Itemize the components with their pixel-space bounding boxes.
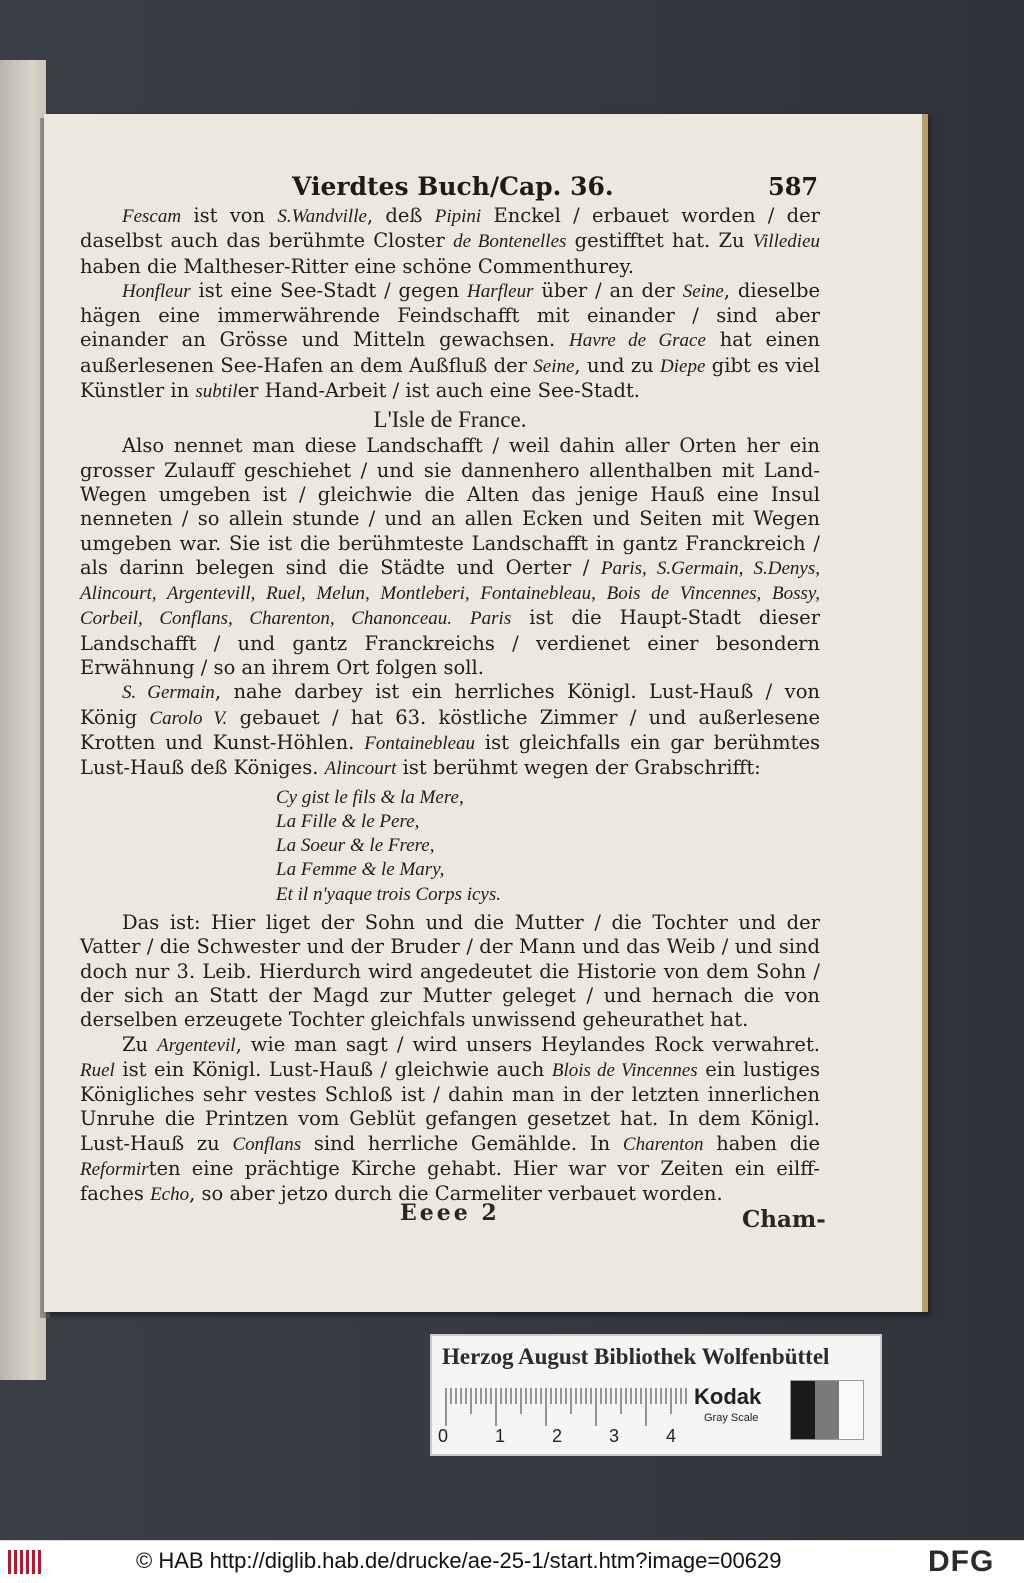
latin-term: Carolo V. <box>149 707 228 729</box>
text-run: Also nennet man diese Landschafft / weil dahin aller Orten her ein grosser Zulauff geschiehet / und sie dannenhero allenthalben mit Land-Wegen umgeben ist / gleichwie die Alten das jenige Hauß eine Insul nenneten / so allein stunde / und an allen Ecken und Seiten mit Wegen umgeben war. Sie ist die berühmteste Landschafft in gantz Franckreich / als darinn belegen sind die Städte und Oerter / <box>80 434 820 579</box>
section-continued <box>80 911 820 1208</box>
book-page <box>44 114 928 1312</box>
text-run: gibt es viel Künstler in <box>80 353 820 403</box>
paragraph <box>80 1033 820 1208</box>
hab-logo-icon <box>6 1547 46 1577</box>
page-number: 587 <box>768 172 819 201</box>
latin-term: Charenton <box>622 1133 704 1155</box>
latin-term: Echo <box>150 1184 190 1206</box>
latin-term: Villedieu <box>752 231 821 253</box>
page-text <box>80 204 820 1208</box>
latin-term: Diepe <box>660 355 706 377</box>
paragraph <box>80 279 820 404</box>
text-run: Das ist: Hier liget der Sohn und die Mutter / die Tochter und der Vatter / die Schwester und der Bruder / der Mann und das Weib / und sind doch nur 3. Leib. Hierdurch wird angedeutet die Historie von dem Sohn / der sich an Statt der Magd zur Mutter geleget / und hernach die von derselben erzeugete Tochter gleichfals unwissend geheurathet hat. <box>80 911 820 1032</box>
latin-term: Fontainebleau <box>364 732 476 754</box>
latin-term: Paris <box>470 608 512 630</box>
text-run: ist von <box>181 204 278 227</box>
ruler-number: 4 <box>666 1426 677 1446</box>
latin-term: Harfleur <box>466 280 534 302</box>
text-run: haben die <box>703 1131 820 1155</box>
text-run: Enckel / erbauet worden / der daselbst auch das berühmte Closter <box>80 204 820 253</box>
text-run: ist die Haupt-Stadt dieser Landschafft / und gantz Franckreichs / verdienet einer besondern Erwähnung / so an ihrem Ort folgen soll. <box>80 606 821 680</box>
poem-line: Et il n'yaque trois Corps icys. <box>276 883 502 905</box>
gray-scale-caption: Gray Scale <box>704 1412 759 1424</box>
latin-term: Alincourt <box>324 758 397 780</box>
library-label-card <box>430 1334 882 1456</box>
ruler-number: 0 <box>438 1426 449 1446</box>
signature-mark: Eeee 2 <box>400 1200 500 1226</box>
paragraph <box>80 204 820 279</box>
latin-term: Fescam <box>122 206 182 227</box>
latin-term: Ruel <box>80 1059 115 1081</box>
latin-term: Conflans <box>232 1133 302 1155</box>
latin-term: Paris, S.Germain, S.Denys, Alincourt, Argentevill, Ruel, Melun, Montleberi, Fontainebleau, Bois de Vincennes, Bossy, Corbeil, Conflans, Charenton, Chanonceau. <box>80 557 820 630</box>
text-run: über / an der <box>533 278 683 302</box>
poem-line: La Soeur & le Frere, <box>276 835 435 857</box>
library-name: Herzog August Bibliothek Wolfenbüttel <box>442 1344 830 1369</box>
section-isle-de-france <box>80 434 820 781</box>
latin-term: Seine <box>533 355 575 377</box>
text-run: sind herrliche Gemählde. In <box>301 1131 623 1155</box>
section-heading: L'Isle de France. <box>373 407 527 433</box>
paragraph <box>80 911 820 1032</box>
ruler-number: 2 <box>552 1426 563 1446</box>
latin-term: Argentevil <box>157 1034 236 1056</box>
text-run: , so aber jetzo durch die Carmeliter verbauet worden. <box>189 1182 723 1206</box>
latin-term: Havre de Grace <box>569 330 706 352</box>
latin-term: Blois de Vincennes <box>551 1059 698 1081</box>
poem-line: La Fille & le Pere, <box>276 810 420 832</box>
running-head-title: Vierdtes Buch/Cap. 36. <box>292 172 614 201</box>
text-run: ist gleichfalls ein gar berühmtes Lust-Hauß deß Königes. <box>80 730 820 780</box>
kodak-brand: Kodak <box>694 1384 762 1409</box>
latin-term: Reformir <box>80 1158 149 1180</box>
swatch-white <box>839 1381 863 1439</box>
text-run: er Hand-Arbeit / ist auch eine See-Stadt. <box>237 379 641 403</box>
poem-line: Cy gist le fils & la Mere, <box>276 786 464 808</box>
swatch-black <box>791 1381 815 1439</box>
latin-term: S. Germain <box>122 682 215 704</box>
paragraph <box>80 680 820 781</box>
text-run: ten eine prächtige Kirche gehabt. Hier war vor Zeiten ein eilff-faches <box>80 1156 820 1206</box>
catchword: Cham- <box>742 1206 826 1233</box>
text-run <box>452 606 470 629</box>
text-run: gebauet / hat 63. köstliche Zimmer / und außerlesene Krotten und Kunst-Höhlen. <box>80 705 821 754</box>
section-normandy <box>80 204 820 404</box>
ruler-number: 3 <box>609 1426 620 1446</box>
latin-term: Honfleur <box>122 280 191 302</box>
text-run: hat einen außerlesenen See-Hafen an dem Außfluß der <box>80 328 820 377</box>
text-run: , wie man sagt / wird unsers Heylandes Rock verwahret. <box>235 1032 821 1056</box>
ruler-number: 1 <box>495 1426 506 1446</box>
gray-swatches <box>790 1380 864 1440</box>
latin-term: S.Wandville <box>277 206 367 227</box>
epitaph-poem <box>276 786 820 907</box>
text-run: Zu <box>122 1032 158 1056</box>
latin-term: de Bontenelles <box>453 231 567 253</box>
text-run: ist ein Königl. Lust-Hauß / gleichwie auch <box>114 1057 552 1081</box>
footer-bar <box>0 1540 1024 1583</box>
text-run: , nahe darbey ist ein herrliches Königl. Lust-Hauß / von König <box>80 680 820 729</box>
paragraph <box>80 434 820 680</box>
latin-term: Seine <box>682 280 724 302</box>
text-run: ist eine See-Stadt / gegen <box>190 278 467 302</box>
text-run: ein lustiges Königliches sehr vestes Schloß ist / dahin man in der letzten innerlichen Unruhe die Printzen vom Geblüt gefangen gesetzet hat. In dem Königl. Lust-Hauß zu <box>80 1057 820 1155</box>
dfg-logo: DFG <box>928 1545 995 1578</box>
footer-copyright-link[interactable]: © HAB http://diglib.hab.de/drucke/ae-25-1/start.htm?image=00629 <box>136 1548 782 1573</box>
text-run: , deß <box>366 204 435 227</box>
latin-term: Pipini <box>434 206 482 227</box>
text-run: gestifftet hat. Zu <box>566 229 753 253</box>
text-run: ist berühmt wegen der Grabschrifft: <box>396 756 761 780</box>
swatch-gray <box>815 1381 839 1439</box>
measurement-ruler <box>442 1388 688 1428</box>
poem-line: La Femme & le Mary, <box>276 859 445 881</box>
text-run: , und zu <box>574 353 661 377</box>
running-head <box>44 172 922 202</box>
latin-term: subtil <box>195 381 238 403</box>
text-run: , dieselbe hägen eine immerwährende Feindschafft mit einander / sind aber einander an Grösse und Mitteln gewachsen. <box>80 278 820 352</box>
text-run: haben die Maltheser-Ritter eine schöne Commenthurey. <box>80 254 635 278</box>
